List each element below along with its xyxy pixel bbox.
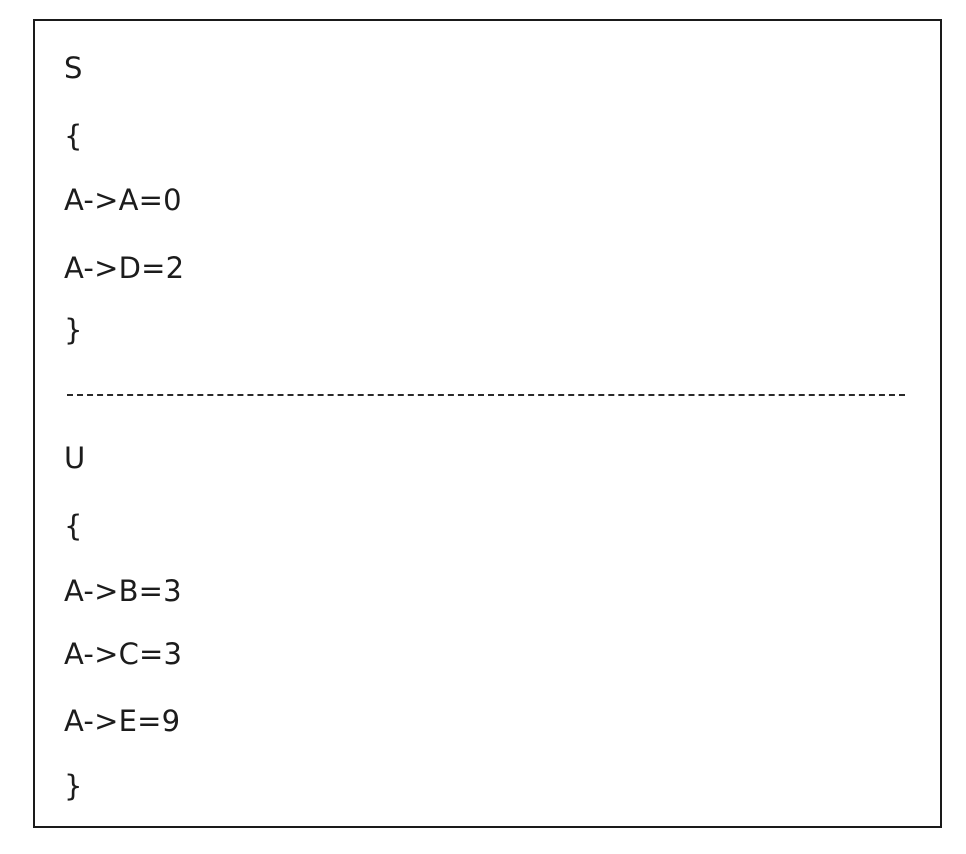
section-u-entry: A->C=3 (64, 637, 183, 671)
section-s-close-brace: } (64, 313, 83, 347)
section-u-entry: A->B=3 (64, 574, 182, 608)
section-s-entry: A->D=2 (64, 251, 185, 285)
section-s-entry: A->A=0 (64, 183, 182, 217)
section-divider (67, 394, 905, 396)
section-u-label: U (64, 441, 86, 475)
section-u-entry: A->E=9 (64, 704, 181, 738)
section-u-open-brace: { (64, 509, 83, 543)
section-s-label: S (64, 51, 83, 85)
section-s-open-brace: { (64, 119, 83, 153)
section-u-close-brace: } (64, 769, 83, 803)
